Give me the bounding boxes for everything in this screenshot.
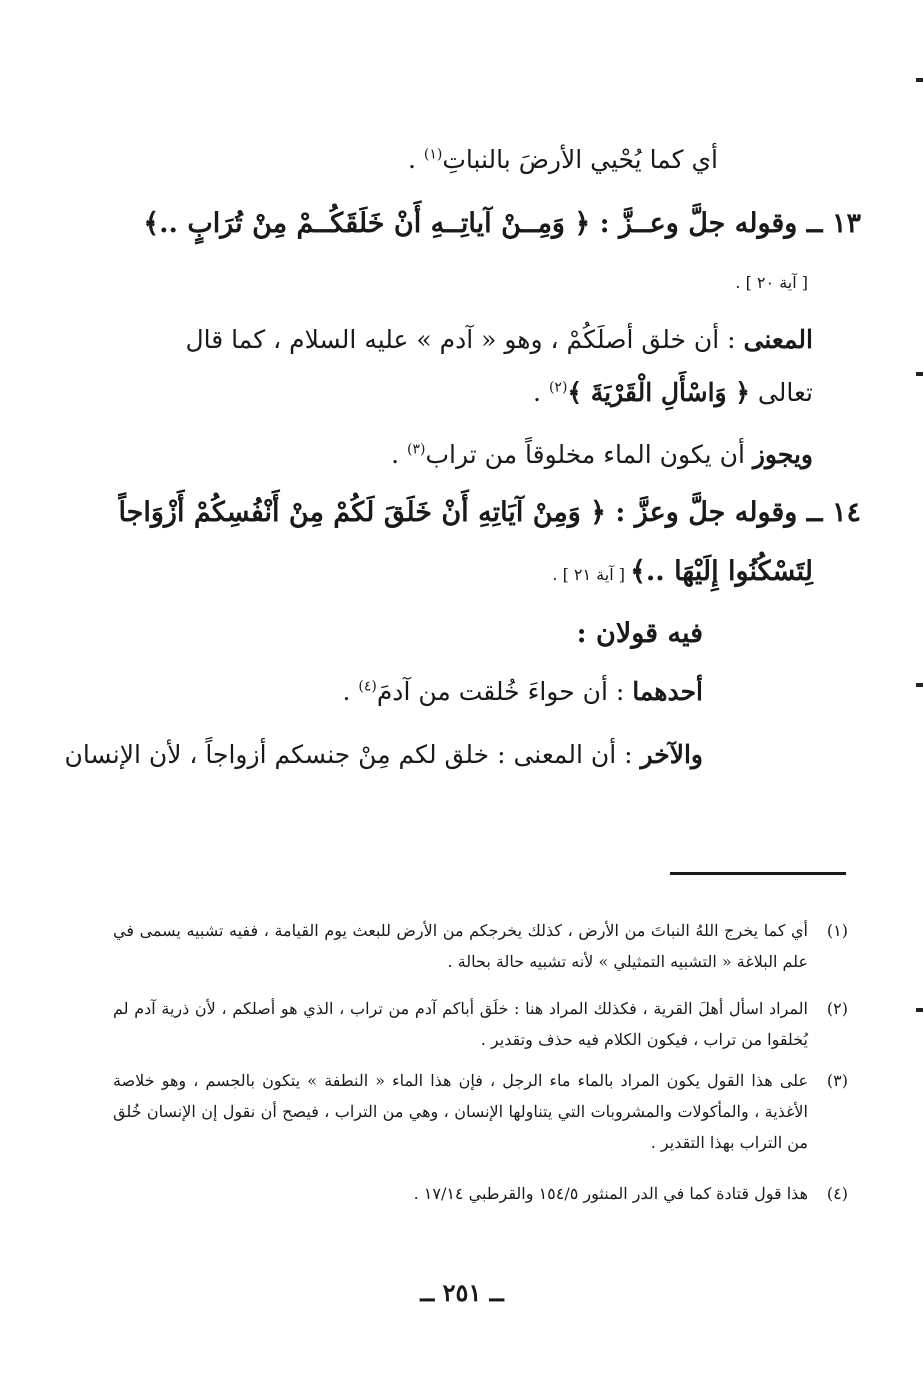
term-label: المعنى bbox=[743, 325, 813, 354]
footnote-text: المراد اسأل أهلَ القرية ، فكذلك المراد هنا : خلَق أباكم آدم من تراب ، الذي هو أصلكم ، لأن ذرية آدم لم يُخلقوا من تراب ، فيكون الكلام فيه حذف وتقدير . bbox=[113, 999, 808, 1049]
quran-verse: ﴿ وَمِــنْ آياتِــهِ أَنْ خَلَقَكُــمْ مِنْ تُرَابٍ ..﴾ bbox=[143, 208, 591, 239]
edge-mark bbox=[916, 78, 923, 82]
ayah-ref: [ آية ٢١ ] . bbox=[552, 565, 631, 584]
verse-heading: ١٣ ــ وقوله جلَّ وعــزَّ : ﴿ وَمِــنْ آياتِــهِ أَنْ خَلَقَكُــمْ مِنْ تُرَابٍ ..﴾ bbox=[143, 208, 861, 239]
verse-heading: ١٤ ــ وقوله جلَّ وعزَّ : ﴿ وَمِنْ آيَاتِهِ أَنْ خَلَقَ لَكُمْ مِنْ أَنْفُسِكُمْ أَزْوَاجاً bbox=[118, 497, 861, 528]
footnote-text: أي كما يخرج اللهُ النباتَ من الأرض ، كذلك يخرجكم من الأرض للبعث يوم القيامة ، ففيه تشبيه يسمى في علم البلاغة « التشبيه التمثيلي » لأنه تشبيه حالة بحالة . bbox=[113, 921, 808, 971]
footnote bbox=[113, 915, 848, 977]
text-line: أحدهما : أن حواءَ خُلقت من آدمَ$^{(٤)}$ . bbox=[342, 677, 703, 706]
page-number: ــ ٢٥١ ــ bbox=[420, 1278, 504, 1307]
quran-verse: لِتَسْكُنُوا إِلَيْهَا ..﴾ bbox=[630, 556, 813, 587]
footnote-number: (٣) bbox=[826, 1071, 848, 1090]
text-line: تعالى ﴿ وَاسْأَلِ الْقَرْيَةَ ﴾$^{(٢)}$ . bbox=[533, 378, 813, 407]
quran-verse: ﴿ وَمِنْ آيَاتِهِ أَنْ خَلَقَ لَكُمْ مِنْ أَنْفُسِكُمْ أَزْوَاجاً bbox=[118, 497, 606, 528]
edge-mark bbox=[916, 683, 923, 687]
term-label: والآخر bbox=[640, 740, 703, 769]
footnote bbox=[113, 1065, 848, 1158]
footnote-text: على هذا القول يكون المراد بالماء ماء الرجل ، فإن هذا الماء « النطفة » يتكون بالجسم ، وهو خلاصة الأغذية ، والمأكولات والمشروبات التي يتناولها الإنسان ، وهي من التراب ، فيصح أن نقول إن الإنسان خُلق من التراب بهذا التقدير . bbox=[113, 1071, 809, 1152]
footnote-ref[interactable]: (٢) bbox=[548, 379, 568, 396]
edge-mark bbox=[916, 1008, 923, 1012]
item-number: ١٤ ــ bbox=[806, 497, 861, 528]
footnote-number: (٤) bbox=[826, 1184, 848, 1203]
section-subheading: فيه قولان : bbox=[576, 618, 703, 649]
footnote-ref[interactable]: (٤) bbox=[358, 678, 377, 695]
verse-continuation bbox=[552, 556, 813, 588]
text-line: المعنى : أن خلق أصلَكُمْ ، وهو « آدم » عليه السلام ، كما قال bbox=[185, 325, 813, 354]
footnote-number: (١) bbox=[826, 921, 848, 940]
quran-verse: ﴿ وَاسْأَلِ الْقَرْيَةَ ﴾ bbox=[567, 378, 750, 407]
item-number: ١٣ ــ bbox=[806, 208, 861, 239]
term-label: أحدهما bbox=[632, 677, 703, 706]
footnote-text: هذا قول قتادة كما في الدر المنثور ١٥٤/٥ والقرطبي ١٧/١٤ . bbox=[413, 1184, 808, 1203]
footnote-number: (٢) bbox=[826, 999, 848, 1018]
text-line: والآخر : أن المعنى : خلق لكم مِنْ جنسكم أزواجاً ، لأن الإنسان bbox=[64, 740, 703, 769]
footnote bbox=[113, 1178, 848, 1209]
ayah-ref: [ آية ٢٠ ] . bbox=[735, 273, 808, 292]
footnote bbox=[113, 993, 848, 1055]
text-line: ويجوز أن يكون الماء مخلوقاً من تراب$^{(٣)}$ . bbox=[391, 440, 813, 469]
footnote-ref[interactable]: (٣) bbox=[407, 441, 426, 458]
footnote-divider bbox=[670, 872, 846, 875]
term-label: ويجوز bbox=[752, 440, 813, 469]
footnote-ref[interactable]: (١) bbox=[423, 146, 443, 163]
text-line: أي كما يُحْيي الأرضَ بالنباتِ$^{(١)}$ . bbox=[407, 145, 718, 174]
edge-mark bbox=[916, 372, 923, 376]
